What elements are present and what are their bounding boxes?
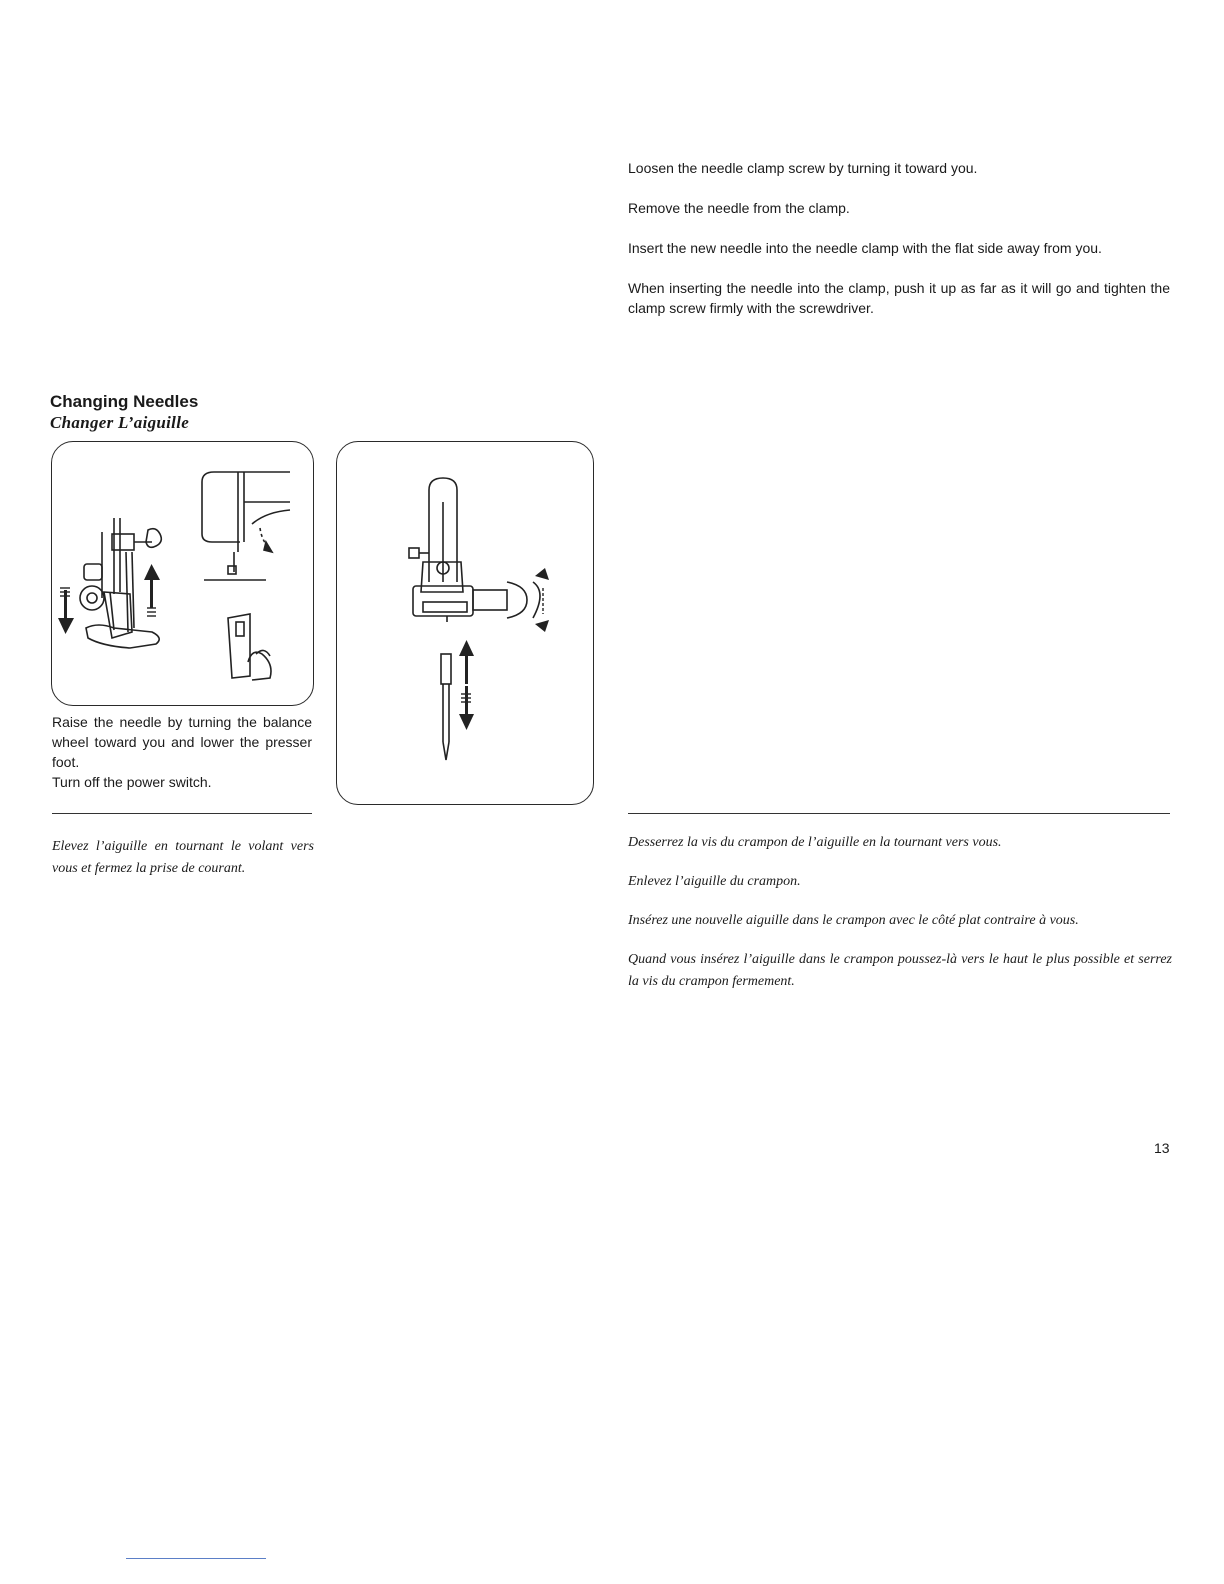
page-number: 13 — [1154, 1140, 1170, 1156]
step-fr-2: Enlevez l’aiguille du crampon. — [628, 874, 801, 889]
step-en-4: When inserting the needle into the clamp, push it up as far as it will go and tighten the clamp screw firmly with the screwdriver. — [628, 280, 1170, 316]
section-title-en: Changing Needles — [50, 392, 199, 411]
step-en-2: Remove the needle from the clamp. — [628, 200, 850, 216]
divider-left — [52, 813, 312, 814]
left-instructions-fr: Elevez l’aiguille en tournant le volant vers vous et fermez la prise de courant. — [52, 839, 314, 876]
step-fr-3: Insérez une nouvelle aiguille dans le crampon avec le côté plat contraire à vous. — [628, 913, 1079, 928]
step-fr-1: Desserrez la vis du crampon de l’aiguille en la tournant vers vous. — [628, 835, 1002, 850]
step-en-3: Insert the new needle into the needle clamp with the flat side away from you. — [628, 240, 1102, 256]
step-en-1: Loosen the needle clamp screw by turning it toward you. — [628, 160, 978, 176]
footer-line — [126, 1558, 266, 1559]
left-instructions-en — [52, 712, 312, 792]
step-fr-4: Quand vous insérez l’aiguille dans le crampon poussez-là vers le haut le plus possible et serrez la vis du crampon fermement. — [628, 952, 1172, 989]
raise-needle-text: Raise the needle by turning the balance wheel toward you and lower the presser foot. — [52, 714, 312, 770]
illustration-panel-presser-foot — [51, 441, 314, 706]
power-switch-text: Turn off the power switch. — [52, 774, 212, 790]
illustration-panel-needle-clamp — [336, 441, 594, 805]
presser-foot-illustration — [52, 442, 313, 705]
needle-clamp-illustration — [337, 442, 593, 804]
right-instructions-en — [628, 158, 1170, 338]
right-instructions-fr — [628, 832, 1172, 1010]
section-title-fr: Changer L’aiguille — [50, 413, 190, 432]
divider-right — [628, 813, 1170, 814]
